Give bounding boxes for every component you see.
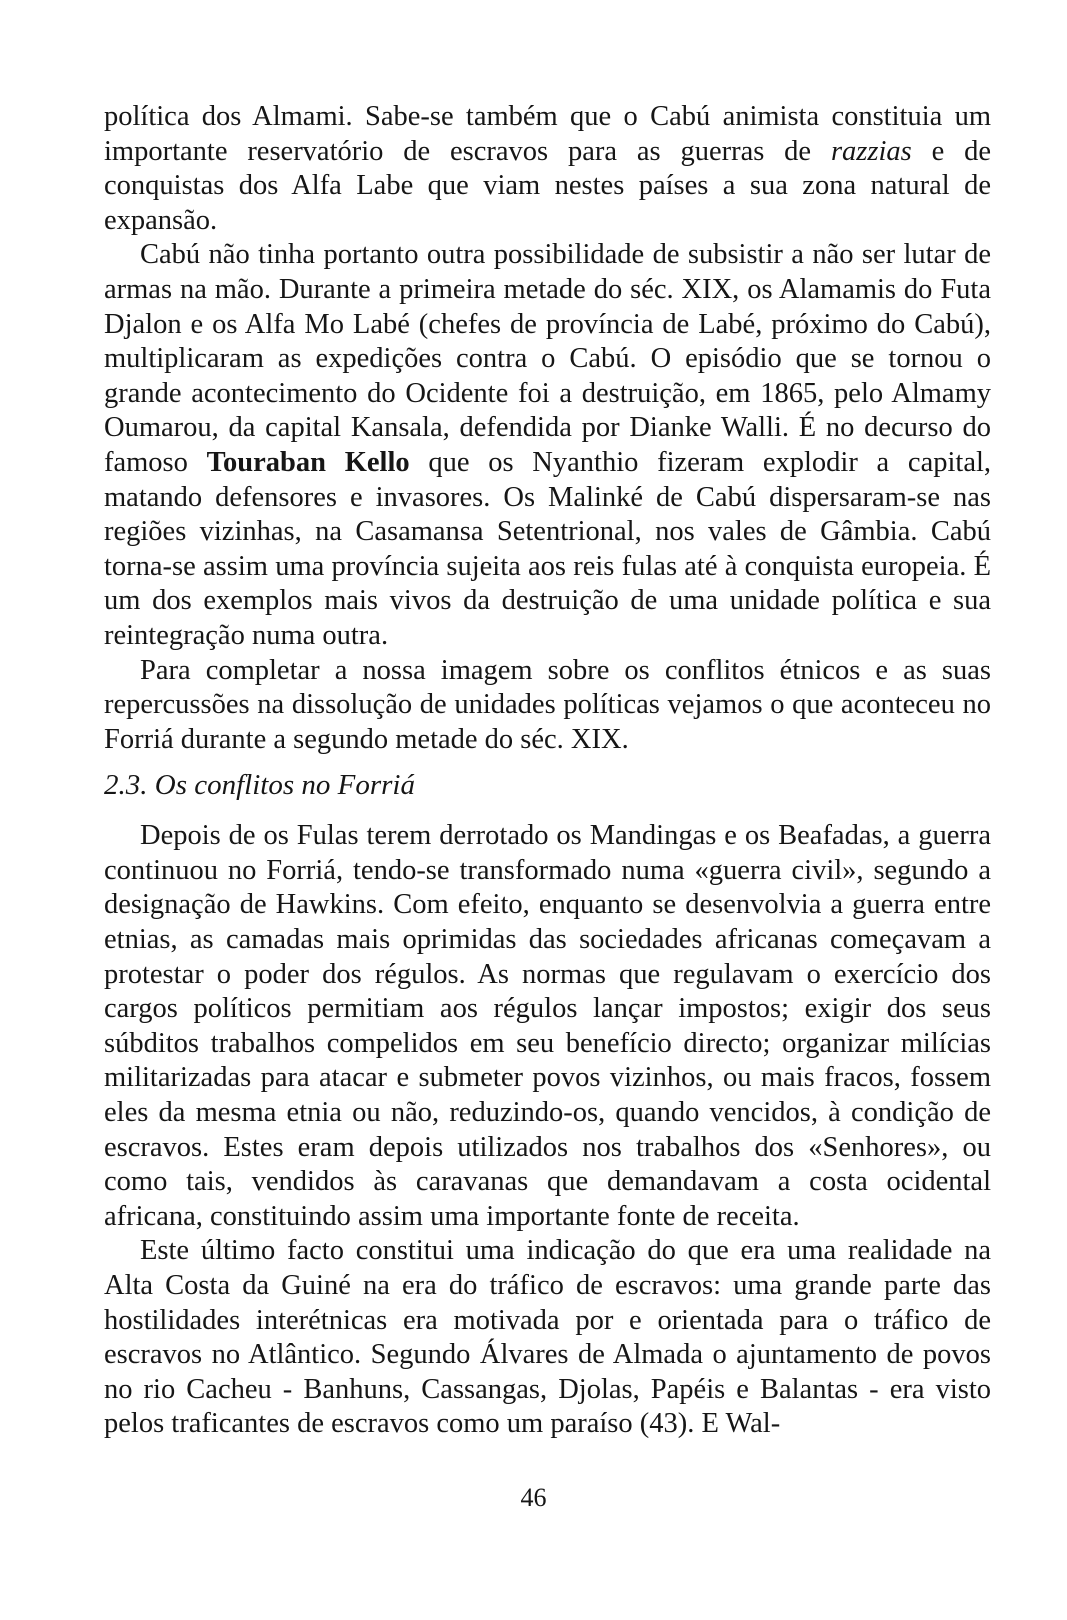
- paragraph-2: [104, 238, 991, 653]
- paragraph-5: Este último facto constitui uma indicação do que era uma realidade na Alta Costa da Guiné na era do tráfico de escravos: uma grande parte das hostilidades interétnicas era motivada por e orientada para o tráfico de escravos no Atlântico. Segundo Álvares de Almada o ajuntamento de povos no rio Cacheu - Banhuns, Cassangas, Djolas, Papéis e Balantas - era visto pelos traficantes de escravos como um paraíso (43). E Wal-: [104, 1235, 991, 1440]
- paragraph-3: Para completar a nossa imagem sobre os conflitos étnicos e as suas repercussões na dissolução de unidades políticas vejamos o que aconteceu no Forriá durante a segundo metade do séc. XIX.: [104, 654, 991, 755]
- section-heading: 2.3. Os conflitos no Forriá: [104, 769, 415, 802]
- page-body: [104, 100, 991, 1442]
- paragraph-2-text: Cabú não tinha portanto outra possibilidade de subsistir a não ser lutar de armas na mão. Durante a primeira metade do séc. XIX, os Alamamis do Futa Djalon e os Alfa Mo Labé (chefes de província de Labé, próximo do Cabú), multiplicaram as expedições contra o Cabú. O episódio que se tornou o grande acontecimento do Ocidente foi a destruição, em 1865, pelo Almamy Oumarou, da capital Kansala, defendida por Dianke Walli. É no decurso do famoso: [104, 239, 991, 478]
- paragraph-4: Depois de os Fulas terem derrotado os Mandingas e os Beafadas, a guerra continuou no Forriá, tendo-se transformado numa «guerra civil», segundo a designação de Hawkins. Com efeito, enquanto se desenvolvia a guerra entre etnias, as camadas mais oprimidas das sociedades africanas começavam a protestar o poder dos régulos. As normas que regulavam o exercício dos cargos políticos permitiam aos régulos lançar impostos; exigir dos seus súbditos trabalhos compelidos em seu benefício directo; organizar milícias militarizadas para atacar e submeter povos vizinhos, ou mais fracos, fossem eles da mesma etnia ou não, reduzindo-os, quando vencidos, à condição de escravos. Estes eram depois utilizados nos trabalhos dos «Senhores», ou como tais, vendidos às caravanas que demandavam a costa ocidental africana, constituindo assim uma importante fonte de receita.: [104, 820, 991, 1232]
- italic-term-razzias: razzias: [830, 135, 912, 167]
- paragraph-1: [104, 100, 991, 238]
- bold-term-touraban-kello: Touraban Kello: [206, 446, 410, 478]
- paragraph-1-text: política dos Almami. Sabe-se também que o Cabú animista constituia um importante reservatório de escravos para as guerras de: [104, 101, 991, 167]
- page-number: 46: [520, 1483, 547, 1512]
- paragraph-1-text-end: e de conquistas dos Alfa Labe que viam nestes países a sua zona natural de expansão.: [104, 135, 991, 236]
- paragraph-2-text-end: que os Nyanthio fizeram explodir a capital, matando defensores e invasores. Os Malinké de Cabú dispersaram-se nas regiões vizinhas, na Casamansa Setentrional, nos vales de Gâmbia. Cabú torna-se assim uma província sujeita aos reis fulas até à conquista europeia. É um dos exemplos mais vivos da destruição de uma unidade política e sua reintegração numa outra.: [104, 446, 992, 651]
